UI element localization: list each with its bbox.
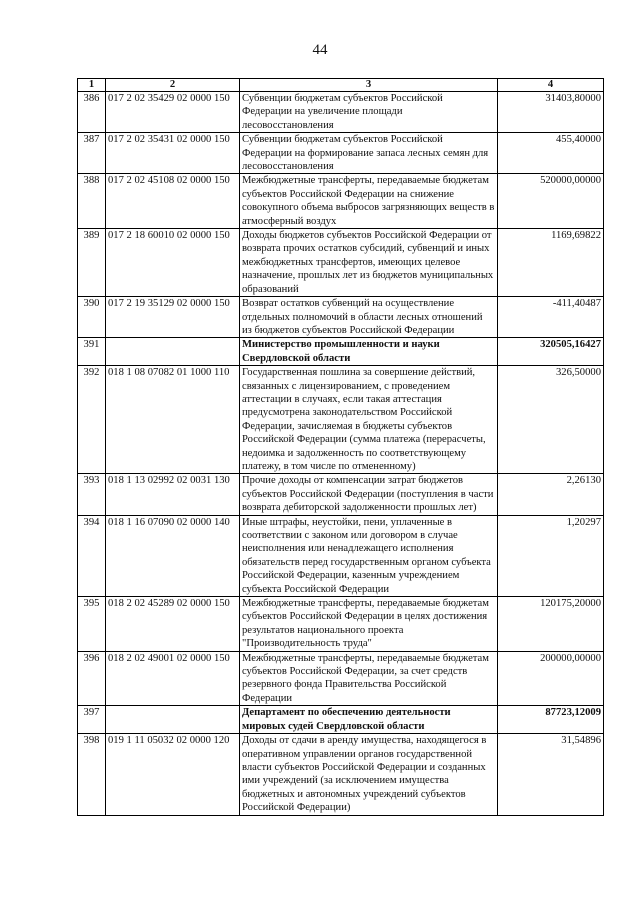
budget-code-cell: 017 2 02 35431 02 0000 150 [106,133,240,174]
amount-cell: 87723,12009 [498,706,604,734]
budget-code-cell: 017 2 02 35429 02 0000 150 [106,92,240,133]
amount-cell: 320505,16427 [498,338,604,366]
row-number-cell: 388 [78,174,106,229]
budget-code-cell [106,338,240,366]
budget-code-cell: 018 1 16 07090 02 0000 140 [106,515,240,596]
row-number-cell: 391 [78,338,106,366]
budget-code-cell: 018 2 02 45289 02 0000 150 [106,597,240,652]
row-number-cell: 394 [78,515,106,596]
table-row [78,92,604,133]
amount-cell: 200000,00000 [498,651,604,706]
amount-cell: 31,54896 [498,734,604,815]
column-header: 2 [106,79,240,92]
description-cell: Иные штрафы, неустойки, пени, уплаченные в соответствии с законом или договором в случае неисполнения или ненадлежащего исполнения обязательств перед государственным органом субъекта Российской Федерации, казенным учреждением субъекта Российской Федерации [240,515,498,596]
column-header: 3 [240,79,498,92]
table-row [78,174,604,229]
column-header: 4 [498,79,604,92]
table-row [78,706,604,734]
amount-cell: 455,40000 [498,133,604,174]
row-number-cell: 396 [78,651,106,706]
description-cell: Министерство промышленности и науки Свердловской области [240,338,498,366]
column-header: 1 [78,79,106,92]
table-row [78,133,604,174]
row-number-cell: 390 [78,297,106,338]
amount-cell: 326,50000 [498,366,604,474]
table-header-row [78,79,604,92]
budget-code-cell: 019 1 11 05032 02 0000 120 [106,734,240,815]
description-cell: Прочие доходы от компенсации затрат бюджетов субъектов Российской Федерации (поступления в части возврата дебиторской задолженности прошлых лет) [240,474,498,515]
row-number-cell: 395 [78,597,106,652]
budget-code-cell: 018 1 08 07082 01 1000 110 [106,366,240,474]
row-number-cell: 397 [78,706,106,734]
description-cell: Департамент по обеспечению деятельности мировых судей Свердловской области [240,706,498,734]
description-cell: Субвенции бюджетам субъектов Российской Федерации на увеличение площади лесовосстановления [240,92,498,133]
row-number-cell: 393 [78,474,106,515]
description-cell: Межбюджетные трансферты, передаваемые бюджетам субъектов Российской Федерации, за счет средств резервного фонда Правительства Российской Федерации [240,651,498,706]
budget-table [77,78,604,816]
amount-cell: 1,20297 [498,515,604,596]
budget-code-cell: 018 2 02 49001 02 0000 150 [106,651,240,706]
table-row [78,734,604,815]
budget-code-cell: 017 2 19 35129 02 0000 150 [106,297,240,338]
amount-cell: 31403,80000 [498,92,604,133]
row-number-cell: 398 [78,734,106,815]
amount-cell: 2,26130 [498,474,604,515]
table-row [78,651,604,706]
table-row [78,474,604,515]
budget-code-cell: 018 1 13 02992 02 0031 130 [106,474,240,515]
table-row [78,515,604,596]
table-row [78,597,604,652]
description-cell: Доходы от сдачи в аренду имущества, находящегося в оперативном управлении органов государственной власти субъектов Российской Федерации и созданных ими учреждений (за исключением имущества бюджетных и автономных учреждений субъектов Российской Федерации) [240,734,498,815]
budget-code-cell: 017 2 18 60010 02 0000 150 [106,229,240,297]
row-number-cell: 392 [78,366,106,474]
description-cell: Субвенции бюджетам субъектов Российской Федерации на формирование запаса лесных семян для лесовосстановления [240,133,498,174]
amount-cell: 520000,00000 [498,174,604,229]
amount-cell: 120175,20000 [498,597,604,652]
budget-code-cell: 017 2 02 45108 02 0000 150 [106,174,240,229]
amount-cell: 1169,69822 [498,229,604,297]
description-cell: Государственная пошлина за совершение действий, связанных с лицензированием, с проведением аттестации в случаях, если такая аттестация предусмотрена законодательством Российской Федерации, зачисляемая в бюджеты субъектов Российской Федерации (сумма платежа (перерасчеты, недоимка и задолженность по соответствующему платежу, в том числе по отмененному) [240,366,498,474]
description-cell: Межбюджетные трансферты, передаваемые бюджетам субъектов Российской Федерации в целях достижения результатов национального проекта "Производительность труда" [240,597,498,652]
row-number-cell: 386 [78,92,106,133]
amount-cell: -411,40487 [498,297,604,338]
table-row [78,338,604,366]
description-cell: Межбюджетные трансферты, передаваемые бюджетам субъектов Российской Федерации на снижение совокупного объема выбросов загрязняющих веществ в атмосферный воздух [240,174,498,229]
row-number-cell: 389 [78,229,106,297]
budget-code-cell [106,706,240,734]
table-row [78,229,604,297]
description-cell: Возврат остатков субвенций на осуществление отдельных полномочий в области лесных отношений из бюджетов субъектов Российской Федерации [240,297,498,338]
page-number: 44 [312,42,328,58]
description-cell: Доходы бюджетов субъектов Российской Федерации от возврата прочих остатков субсидий, субвенций и иных межбюджетных трансфертов, имеющих целевое назначение, прошлых лет из бюджетов муниципальных образований [240,229,498,297]
table-row [78,366,604,474]
row-number-cell: 387 [78,133,106,174]
table-row [78,297,604,338]
